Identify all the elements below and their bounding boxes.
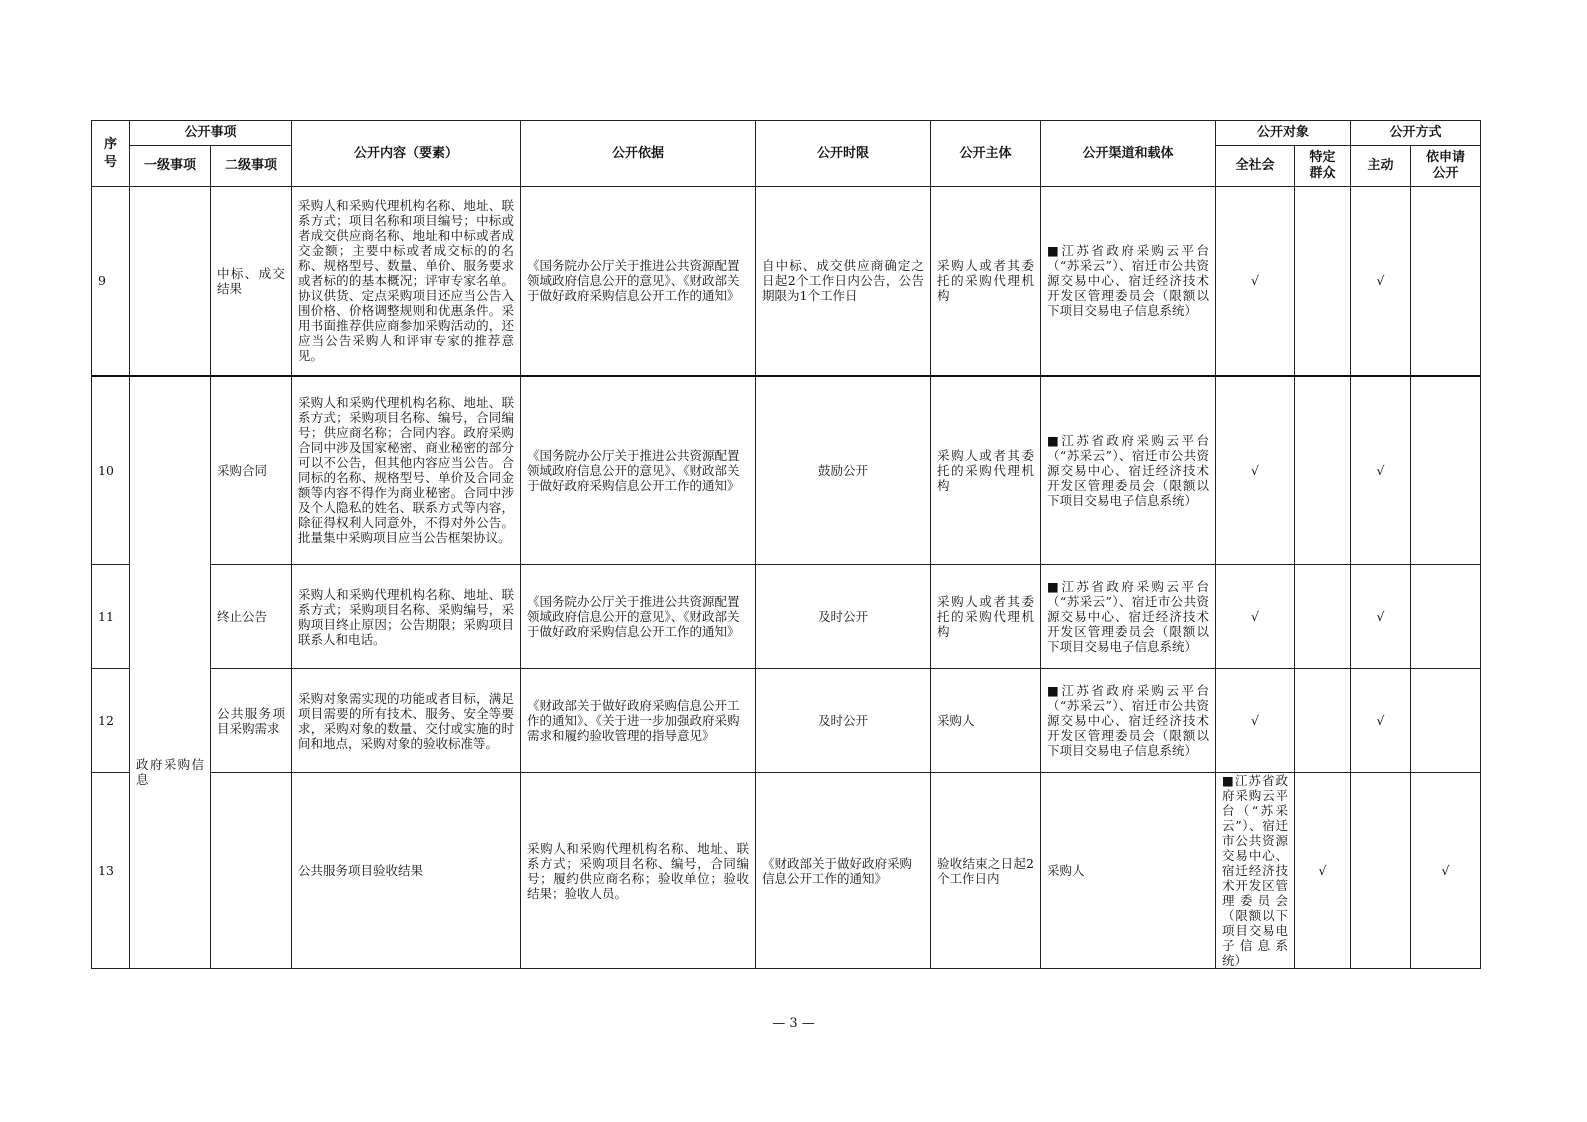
row-audience-specific bbox=[1295, 376, 1351, 565]
row-subject: 采购人 bbox=[1041, 773, 1216, 969]
row-deadline: 验收结束之日起2个工作日内 bbox=[931, 773, 1041, 969]
row-audience-all: √ bbox=[1216, 669, 1295, 773]
row-level2: 公共服务项目验收结果 bbox=[292, 773, 521, 969]
level1-cell-empty bbox=[211, 773, 292, 969]
table-row bbox=[92, 669, 1481, 773]
header-basis: 公开依据 bbox=[521, 121, 756, 187]
row-subject: 采购人 bbox=[931, 669, 1041, 773]
row-method-request bbox=[1411, 565, 1481, 669]
row-basis: 《国务院办公厅关于推进公共资源配置领域政府信息公开的意见》、《财政部关于做好政府采购信息公开工作的通知》 bbox=[521, 376, 756, 565]
row-method-active: √ bbox=[1351, 669, 1411, 773]
table-header bbox=[92, 121, 1481, 187]
row-audience-specific bbox=[1295, 669, 1351, 773]
row-channel: ■江苏省政府采购云平台（“苏采云”）、宿迁市公共资源交易中心、宿迁经济技术开发区管理委员会（限额以下项目交易电子信息系统） bbox=[1041, 565, 1216, 669]
row-level2: 公共服务项目采购需求 bbox=[211, 669, 292, 773]
table-row bbox=[92, 376, 1481, 565]
row-content: 采购人和采购代理机构名称、地址、联系方式；采购项目名称、编号，合同编号；履约供应商名称；验收单位；验收结果；验收人员。 bbox=[521, 773, 756, 969]
row-subject: 采购人或者其委托的采购代理机构 bbox=[931, 187, 1041, 376]
row-audience-specific bbox=[1295, 565, 1351, 669]
row-audience-specific bbox=[1351, 773, 1411, 969]
table-row bbox=[92, 565, 1481, 669]
row-method-request bbox=[1411, 187, 1481, 376]
row-channel: ■江苏省政府采购云平台（“苏采云”）、宿迁市公共资源交易中心、宿迁经济技术开发区管理委员会（限额以下项目交易电子信息系统） bbox=[1216, 773, 1295, 969]
row-method-active: √ bbox=[1351, 565, 1411, 669]
header-channel: 公开渠道和载体 bbox=[1041, 121, 1216, 187]
disclosure-table bbox=[91, 120, 1481, 969]
row-method-request bbox=[1411, 376, 1481, 565]
header-seq: 序 号 bbox=[92, 121, 130, 187]
row-content: 采购人和采购代理机构名称、地址、联系方式；采购项目名称、采购编号，采购项目终止原因；公告期限；采购项目联系人和电话。 bbox=[292, 565, 521, 669]
header-audience-all: 全社会 bbox=[1216, 146, 1295, 187]
row-deadline: 自中标、成交供应商确定之日起2个工作日内公告，公告期限为1个工作日 bbox=[756, 187, 931, 376]
level1-cell-empty bbox=[130, 187, 211, 376]
row-channel: ■江苏省政府采购云平台（“苏采云”）、宿迁市公共资源交易中心、宿迁经济技术开发区管理委员会（限额以下项目交易电子信息系统） bbox=[1041, 376, 1216, 565]
table-row bbox=[92, 187, 1481, 376]
row-content: 采购对象需实现的功能或者目标，满足项目需要的所有技术、服务、安全等要求，采购对象的数量、交付或实施的时间和地点，采购对象的验收标准等。 bbox=[292, 669, 521, 773]
row-audience-all: √ bbox=[1216, 376, 1295, 565]
header-items-group: 公开事项 bbox=[130, 121, 292, 146]
row-deadline: 及时公开 bbox=[756, 565, 931, 669]
row-audience-all: √ bbox=[1216, 187, 1295, 376]
row-content: 采购人和采购代理机构名称、地址、联系方式；采购项目名称、编号，合同编号；供应商名称；合同内容。政府采购合同中涉及国家秘密、商业秘密的部分可以不公告，但其他内容应当公告。合同标的名称、规格型号、单价及合同金额等内容不得作为商业秘密。合同中涉及个人隐私的姓名、联系方式等内容，除征得权利人同意外，不得对外公告。批量集中采购项目应当公告框架协议。 bbox=[292, 376, 521, 565]
row-seq: 10 bbox=[92, 376, 130, 565]
header-level2: 二级事项 bbox=[211, 146, 292, 187]
header-subject: 公开主体 bbox=[931, 121, 1041, 187]
row-deadline: 鼓励公开 bbox=[756, 376, 931, 565]
header-audience-specific: 特定群众 bbox=[1295, 146, 1351, 187]
header-method-request: 依申请公开 bbox=[1411, 146, 1481, 187]
header-deadline: 公开时限 bbox=[756, 121, 931, 187]
table-row bbox=[92, 773, 1481, 969]
row-seq: 13 bbox=[92, 773, 130, 969]
row-basis: 《国务院办公厅关于推进公共资源配置领域政府信息公开的意见》、《财政部关于做好政府采购信息公开工作的通知》 bbox=[521, 187, 756, 376]
row-method-active: √ bbox=[1411, 773, 1481, 969]
row-level2: 采购合同 bbox=[211, 376, 292, 565]
row-content: 采购人和采购代理机构名称、地址、联系方式；项目名称和项目编号；中标或者成交供应商名称、地址和中标或者成交金额；主要中标或者成交标的的名称、规格型号、数量、单价、服务要求或者标的的基本概况；评审专家名单。协议供货、定点采购项目还应当公告入围价格、价格调整规则和优惠条件。采用书面推荐供应商参加采购活动的，还应当公告采购人和评审专家的推荐意见。 bbox=[292, 187, 521, 376]
row-method-active: √ bbox=[1351, 376, 1411, 565]
row-seq: 11 bbox=[92, 565, 130, 669]
header-method-group: 公开方式 bbox=[1351, 121, 1481, 146]
row-subject: 采购人或者其委托的采购代理机构 bbox=[931, 376, 1041, 565]
row-level2: 终止公告 bbox=[211, 565, 292, 669]
row-method-active: √ bbox=[1351, 187, 1411, 376]
row-audience-all: √ bbox=[1216, 565, 1295, 669]
header-content: 公开内容（要素） bbox=[292, 121, 521, 187]
row-channel: ■江苏省政府采购云平台（“苏采云”）、宿迁市公共资源交易中心、宿迁经济技术开发区管理委员会（限额以下项目交易电子信息系统） bbox=[1041, 669, 1216, 773]
row-level2: 中标、成交结果 bbox=[211, 187, 292, 376]
header-level1: 一级事项 bbox=[130, 146, 211, 187]
row-channel: ■江苏省政府采购云平台（“苏采云”）、宿迁市公共资源交易中心、宿迁经济技术开发区管理委员会（限额以下项目交易电子信息系统） bbox=[1041, 187, 1216, 376]
row-seq: 9 bbox=[92, 187, 130, 376]
header-method-active: 主动 bbox=[1351, 146, 1411, 187]
row-basis: 《国务院办公厅关于推进公共资源配置领域政府信息公开的意见》、《财政部关于做好政府采购信息公开工作的通知》 bbox=[521, 565, 756, 669]
merged-level1: 政府采购信息 bbox=[130, 376, 211, 969]
row-audience-specific bbox=[1295, 187, 1351, 376]
header-audience-group: 公开对象 bbox=[1216, 121, 1351, 146]
page-number: — 3 — bbox=[772, 1016, 815, 1031]
row-audience-all: √ bbox=[1295, 773, 1351, 969]
row-seq: 12 bbox=[92, 669, 130, 773]
row-subject: 采购人或者其委托的采购代理机构 bbox=[931, 565, 1041, 669]
row-method-request bbox=[1411, 669, 1481, 773]
row-basis: 《财政部关于做好政府采购信息公开工作的通知》 bbox=[756, 773, 931, 969]
row-deadline: 及时公开 bbox=[756, 669, 931, 773]
row-basis: 《财政部关于做好政府采购信息公开工作的通知》、《关于进一步加强政府采购需求和履约验收管理的指导意见》 bbox=[521, 669, 756, 773]
